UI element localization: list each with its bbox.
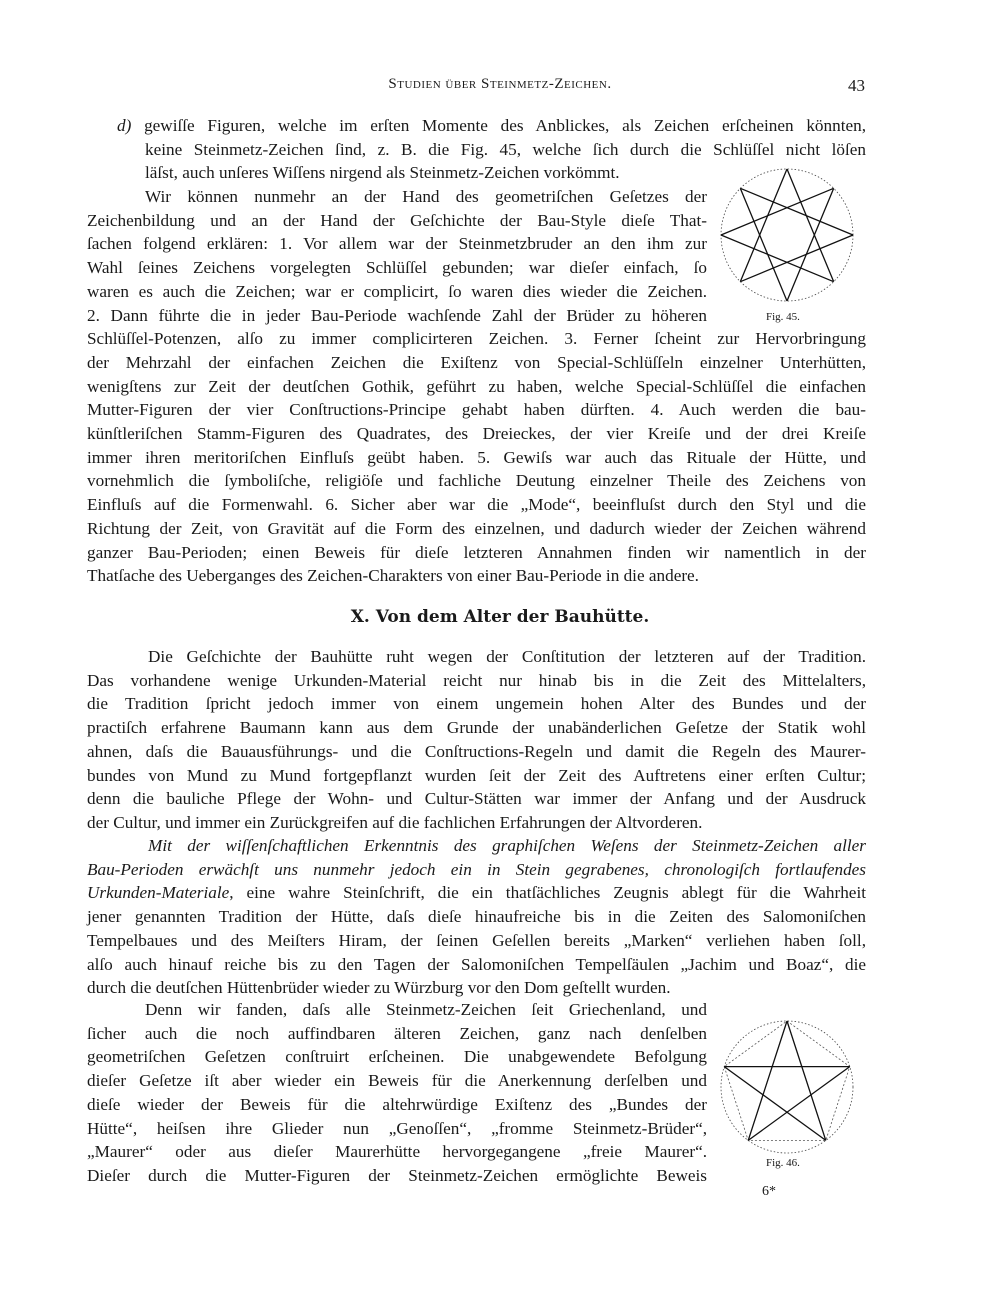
text-line: Schlüſſel-Potenzen, alſo zu immer complicirteren Zeichen. 3. Ferner ſcheint zur Hervorbringung [87, 329, 866, 349]
text-line: immer ihren meritoriſchen Einfluſs geübt haben. 5. Gewiſs war auch das Rituale der Hütte, und [87, 447, 866, 467]
text-line: Das vorhandene wenige Urkunden-Material reicht nur hinab bis in die Zeit des Mittelalters, [87, 670, 866, 690]
text-line: Richtung der Zeit, von Gravität auf die Form des einzelnen, und dadurch wieder der Zeichen während [87, 518, 866, 538]
text-line: Hütte“, heiſsen ihre Glieder nun „Genoſſen“, „fromme Steinmetz-Brüder“, [87, 1118, 707, 1138]
text-line: Mutter-Figuren der vier Conſtructions-Principe gehabt haben dürften. 4. Auch werden die bau- [87, 400, 866, 420]
text-line: dieſer Geſetze iſt aber wieder ein Beweis für die Anerkennung derſelben und [87, 1071, 707, 1091]
text-line: „Maurer“ oder aus dieſer Maurerhütte hervorgegangene „freie Maurer“. [87, 1142, 707, 1162]
figure-45 [716, 164, 858, 306]
dotted-circle [721, 1021, 853, 1153]
text-line: der Mehrzahl der einfachen Zeichen die Exiſtenz von Special-Schlüſſeln einzelner Unterhütten, [87, 352, 866, 372]
text-line: ſachen folgend erklären: 1. Vor allem war der Steinmetzbruder an den ihm zur [87, 234, 707, 254]
text-line: alſo auch hinauf reiche bis zu den Tagen der Salomoniſchen Tempelſäulen „Jachim und Boaz“, die [87, 954, 866, 974]
text-line: waren es auch die Zeichen; war er complicirt, ſo waren dies wieder die Zeichen. [87, 281, 707, 301]
page-number: 43 [848, 76, 865, 95]
text-line: practiſch erfahrene Baumann kann aus dem Grunde der unabänderlichen Geſetze der Statik wohl [87, 718, 866, 738]
star-stroke [748, 1067, 850, 1141]
text-line: ſicher auch die noch auffindbaren älteren Zeichen, ganz nach denſelben [87, 1023, 707, 1043]
text-line: durch die deutſchen Hüttenbrüder wieder zu Würzburg vor den Dom geſtellt wurden. [87, 978, 671, 998]
text-line: Thatſache des Ueberganges des Zeichen-Charakters von einer Bau-Periode in die andere. [87, 566, 699, 586]
text-line: der Cultur, und immer ein Zurückgreifen auf die fachlichen Erfahrungen der Altvorderen. [87, 812, 703, 832]
text-line: Tempelbaues und des Meiſters Hiram, der ſeinen Geſellen bereits „Marken“ verliehen haben ſoll, [87, 930, 866, 950]
text-line: Zeichenbildung und an der Hand der Geſchichte der Bau-Style dieſe That- [87, 210, 707, 230]
italic-span: d) [117, 116, 132, 135]
text-line: ahnen, daſs die Bauausführungs- und die Conſtructions-Regeln und damit die Regeln des Maurer- [87, 741, 866, 761]
text-line: Urkunden-Materiale, eine wahre Steinſchrift, die ein thatſächliches Zeugnis ablegt für die Wahrheit [87, 883, 866, 903]
text-line: künſtleriſchen Stamm-Figuren des Quadrates, des Dreieckes, der vier Kreiſe und der drei Kreiſe [87, 424, 866, 443]
star-stroke [787, 1021, 826, 1140]
running-title: Studien über Steinmetz-Zeichen. [388, 76, 612, 92]
text-line: Mit der wiſſenſchaftlichen Erkenntnis des graphiſchen Weſens der Steinmetz-Zeichen aller [148, 836, 866, 855]
star-stroke [724, 1067, 826, 1141]
text-line: denn die bauliche Pflege der Wohn- und Cultur-Stätten war immer der Anfang und der Ausdruck [87, 789, 866, 809]
figure-45-caption: Fig. 45. [766, 311, 800, 323]
text-line: Einfluſs auf die Formenwahl. 6. Sicher aber war die „Mode“, beeinfluſst durch den Styl und die [87, 495, 866, 515]
text-line: ganzer Bau-Perioden; einen Beweis für dieſe letzteren Annahmen finden wir namentlich in der [87, 542, 866, 562]
signature-mark: 6* [762, 1184, 776, 1199]
text-line: Wahl ſeines Zeichens vorgelegten Schlüſſel gebunden; war dieſer einfach, ſo [87, 258, 707, 278]
text-line: geometriſchen Geſetzen conſtruirt erſcheinen. Die unabgewendete Befolgung [87, 1047, 707, 1067]
italic-span: Urkunden-Materiale [87, 883, 230, 903]
figure-46 [716, 1016, 858, 1158]
text-line: läſst, auch unſeres Wiſſens nirgend als Steinmetz-Zeichen vorkömmt. [145, 163, 620, 183]
text-line: bundes von Mund zu Mund fortgepflanzt wurden ſeit der Zeit des Auftretens einer erſten Cultur; [87, 765, 866, 785]
text-line: keine Steinmetz-Zeichen ſind, z. B. die Fig. 45, welche ſich durch die Schlüſſel nicht löſen [145, 139, 866, 159]
text-line: die Tradition ſpricht jedoch immer von einem ungemein hohen Alter des Bundes und der [87, 694, 866, 714]
text-line: vornehmlich die ſymboliſche, religiöſe und fachliche Deutung einzelner Theile des Zeichens von [87, 471, 866, 491]
star-stroke [748, 1021, 787, 1140]
text-line: Die Geſchichte der Bauhütte ruht wegen der Conſtitution der letzteren auf der Tradition. [148, 647, 866, 666]
text-line: Denn wir fanden, daſs alle Steinmetz-Zeichen ſeit Griechenland, und [145, 1000, 707, 1019]
text-line: Wir können nunmehr an der Hand des geometriſchen Geſetzes der [145, 187, 707, 206]
text-line: Bau-Perioden erwächſt uns nunmehr jedoch ein in Stein gegrabenes, chronologiſch fortlaufendes [87, 859, 866, 879]
figure-46-caption: Fig. 46. [766, 1157, 800, 1169]
text-line: wenigſtens zur Zeit der deutſchen Gothik, geführt zu haben, welche Special-Schlüſſel die einfachen [87, 376, 866, 396]
section-heading: X. Von dem Alter der Bauhütte. [350, 607, 650, 627]
text-line: d) gewiſſe Figuren, welche im erſten Momente des Anblickes, als Zeichen erſcheinen könnten, [117, 116, 866, 135]
text-line: 2. Dann führte die in jeder Bau-Periode wachſende Zahl der Brüder zu höheren [87, 305, 707, 325]
text-line: Dieſer durch die Mutter-Figuren der Steinmetz-Zeichen ermöglichte Beweis [87, 1165, 707, 1185]
text-line: dieſe wieder der Beweis für die altehrwürdige Exiſtenz des „Bundes der [87, 1094, 707, 1114]
text-line: jener genannten Tradition der Hütte, daſs dieſe hinaufreiche bis in die Zeiten des Salomoniſchen [87, 907, 866, 927]
